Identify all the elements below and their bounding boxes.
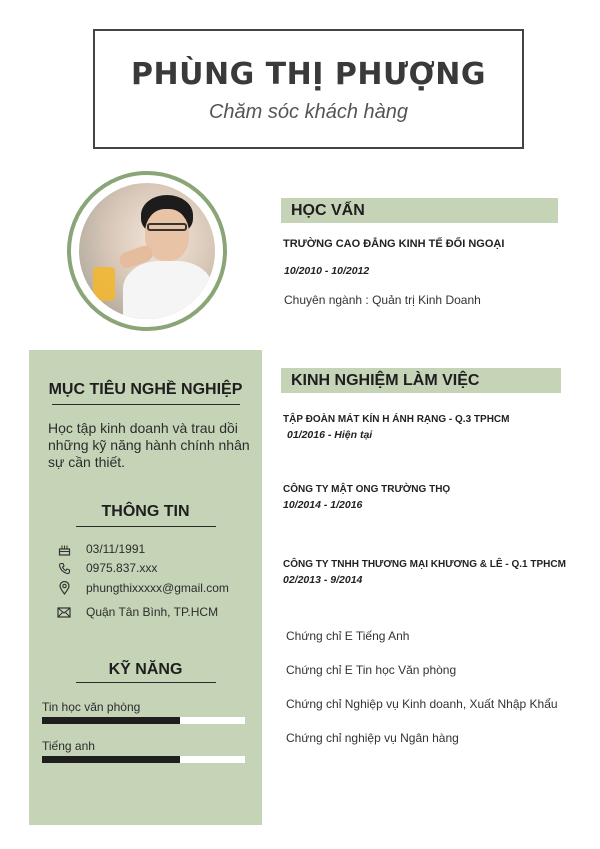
info-birthday: 03/11/1991 (86, 542, 146, 556)
experience-heading: KINH NGHIỆM LÀM VIỆC (281, 368, 561, 393)
job-company: CÔNG TY MẬT ONG TRƯỜNG THỌ (283, 484, 451, 495)
info-phone: 0975.837.xxx (86, 561, 158, 575)
info-address: Quận Tân Bình, TP.HCM (86, 605, 219, 619)
skill-bar-fill (42, 717, 180, 724)
header-box (93, 29, 524, 149)
location-pin-icon (56, 580, 72, 596)
objective-rule (52, 404, 240, 405)
info-title: THÔNG TIN (101, 503, 190, 520)
objective-title: MỤC TIÊU NGHỀ NGHIỆP (48, 381, 243, 398)
education-heading: HỌC VẤN (281, 198, 558, 223)
cake-icon (56, 541, 72, 557)
certificate-item: Chứng chỉ nghiệp vụ Ngân hàng (286, 731, 459, 745)
objective-line: Học tập kinh doanh và trau dồi (48, 420, 238, 436)
envelope-icon (56, 604, 72, 620)
certificate-item: Chứng chỉ Nghiệp vụ Kinh doanh, Xuất Nhập Khẩu (286, 697, 558, 711)
skill-bar-fill (42, 756, 180, 763)
profile-photo-ring (67, 171, 227, 331)
job-company: CÔNG TY TNHH THƯƠNG MẠI KHƯƠNG & LÊ - Q.1 TPHCM (283, 559, 566, 570)
certificate-item: Chứng chỉ E Tin học Văn phòng (286, 663, 457, 677)
objective-line: những kỹ năng hành chính nhân (48, 437, 250, 453)
job-period: 02/2013 - 9/2014 (283, 574, 363, 586)
info-row-email (56, 580, 229, 596)
skills-title: KỸ NĂNG (108, 661, 183, 678)
sidebar (29, 350, 262, 825)
profile-photo (79, 183, 215, 319)
objective-line: sự cần thiết. (48, 454, 126, 470)
job-period: 01/2016 - Hiện tại (287, 429, 373, 441)
candidate-name: PHÙNG THỊ PHƯỢNG (131, 57, 486, 92)
job-period: 10/2014 - 1/2016 (283, 499, 363, 511)
info-rule (76, 526, 216, 527)
info-row-address (56, 604, 219, 620)
candidate-role: Chăm sóc khách hàng (208, 101, 408, 123)
skill-label: Tin học văn phòng (42, 700, 141, 714)
skills-rule (76, 682, 216, 683)
objective-text (48, 420, 253, 471)
info-row-birthday (56, 541, 146, 557)
skill-bar-track (42, 756, 245, 763)
info-row-phone (56, 560, 158, 576)
education-major: Chuyên ngành : Quản trị Kinh Doanh (284, 293, 481, 307)
certificate-item: Chứng chỉ E Tiếng Anh (286, 629, 410, 643)
phone-icon (56, 560, 72, 576)
education-period: 10/2010 - 10/2012 (284, 265, 370, 277)
job-company: TẬP ĐOÀN MÁT KÍN H ÁNH RẠNG - Q.3 TPHCM (283, 414, 510, 425)
skill-bar-track (42, 717, 245, 724)
education-school: TRƯỜNG CAO ĐẲNG KINH TẾ ĐỐI NGOẠI (283, 238, 505, 250)
skill-label: Tiếng anh (42, 739, 95, 753)
info-email: phungthixxxxx@gmail.com (86, 581, 229, 595)
